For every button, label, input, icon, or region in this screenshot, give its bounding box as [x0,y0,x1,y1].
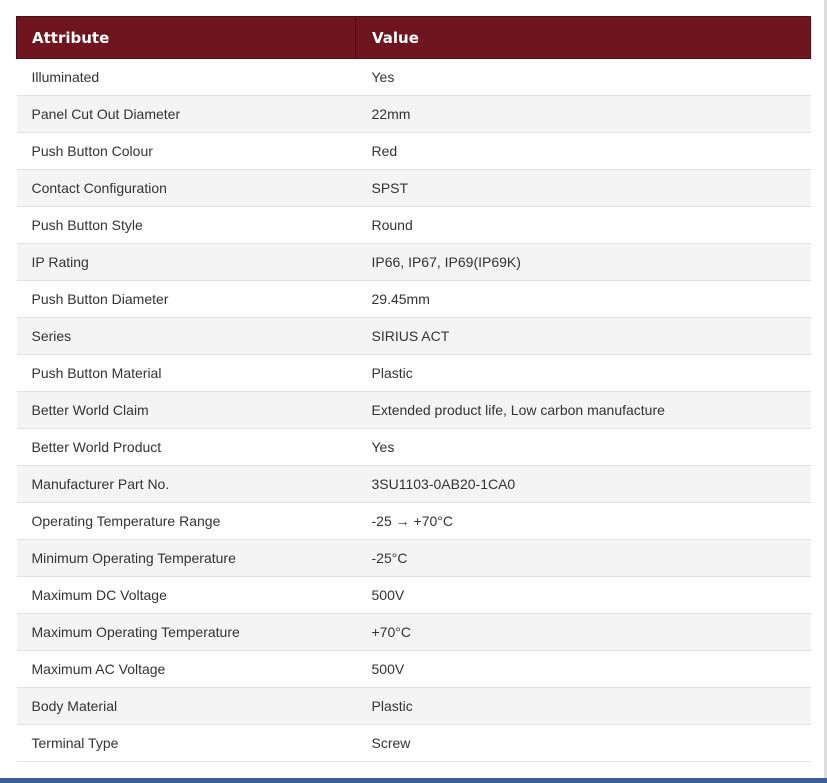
value-cell: Plastic [356,355,811,392]
table-row [17,503,811,540]
value-cell: 29.45mm [356,281,811,318]
value-cell: Red [356,133,811,170]
value-cell: Plastic [356,688,811,725]
value-cell: 22mm [356,96,811,133]
attribute-cell: Better World Claim [17,392,356,429]
attribute-cell: Operating Temperature Range [17,503,356,540]
attribute-cell: Push Button Material [17,355,356,392]
attribute-cell: IP Rating [17,244,356,281]
table-row [17,207,811,244]
table-row [17,133,811,170]
table-header [17,17,811,59]
specifications-table [16,16,811,762]
value-cell: SIRIUS ACT [356,318,811,355]
attribute-cell: Body Material [17,688,356,725]
table-row [17,318,811,355]
attribute-cell: Minimum Operating Temperature [17,540,356,577]
table-row [17,281,811,318]
attribute-cell: Maximum DC Voltage [17,577,356,614]
table-row [17,688,811,725]
table-body [17,59,811,762]
attribute-cell: Better World Product [17,429,356,466]
attribute-cell: Maximum AC Voltage [17,651,356,688]
value-cell: IP66, IP67, IP69(IP69K) [356,244,811,281]
table-row [17,540,811,577]
value-cell: Extended product life, Low carbon manufacture [356,392,811,429]
value-column-header: Value [356,17,811,59]
value-cell: 500V [356,651,811,688]
attribute-cell: Push Button Diameter [17,281,356,318]
table-row [17,651,811,688]
table-row [17,614,811,651]
table-row [17,429,811,466]
value-cell: -25°C [356,540,811,577]
value-cell: +70°C [356,614,811,651]
attribute-column-header: Attribute [17,17,356,59]
attribute-cell: Maximum Operating Temperature [17,614,356,651]
attribute-cell: Push Button Style [17,207,356,244]
attribute-cell: Series [17,318,356,355]
attribute-cell: Contact Configuration [17,170,356,207]
attribute-cell: Terminal Type [17,725,356,762]
table-row [17,392,811,429]
value-cell: Round [356,207,811,244]
value-cell: 500V [356,577,811,614]
table-row [17,355,811,392]
value-cell: SPST [356,170,811,207]
table-header-row [17,17,811,59]
table-row [17,577,811,614]
table-row [17,170,811,207]
value-cell: 3SU1103-0AB20-1CA0 [356,466,811,503]
value-cell: Yes [356,59,811,96]
table-row [17,59,811,96]
value-cell: Yes [356,429,811,466]
attribute-cell: Illuminated [17,59,356,96]
table-row [17,244,811,281]
bottom-accent-bar [0,778,827,783]
attribute-cell: Push Button Colour [17,133,356,170]
attribute-cell: Panel Cut Out Diameter [17,96,356,133]
attribute-cell: Manufacturer Part No. [17,466,356,503]
value-cell: -25 → +70°C [356,503,811,540]
table-row [17,466,811,503]
value-cell: Screw [356,725,811,762]
table-row [17,96,811,133]
table-row [17,725,811,762]
